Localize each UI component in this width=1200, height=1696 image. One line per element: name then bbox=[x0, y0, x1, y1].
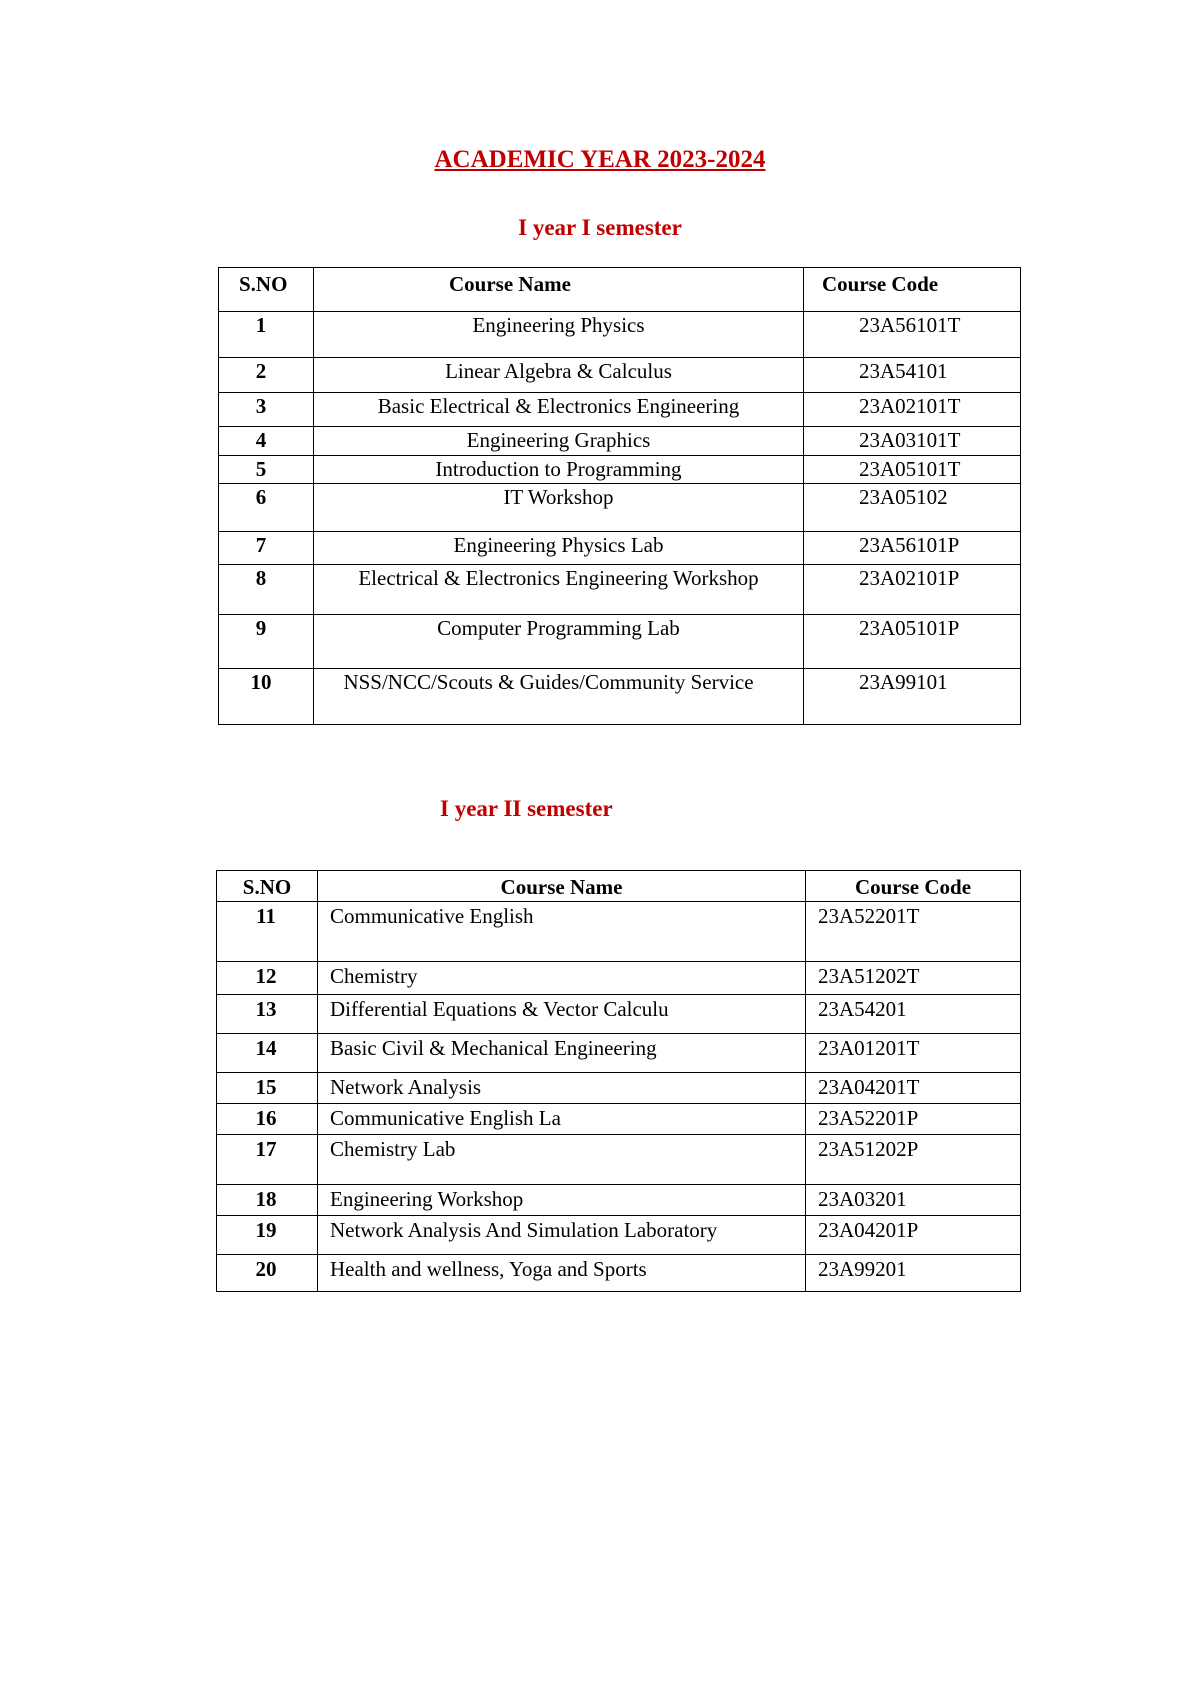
row-course-code: 23A51202T bbox=[806, 962, 1021, 995]
row-sno: 6 bbox=[219, 484, 314, 532]
table-row bbox=[219, 312, 1021, 358]
row-course-code: 23A03101T bbox=[804, 427, 1021, 456]
table-row bbox=[217, 1104, 1021, 1135]
row-course-name: Differential Equations & Vector Calculu bbox=[318, 995, 806, 1034]
row-sno: 10 bbox=[219, 669, 314, 725]
row-sno: 12 bbox=[217, 962, 318, 995]
column-header-course-code: Course Code bbox=[806, 871, 1021, 902]
row-sno: 11 bbox=[217, 902, 318, 962]
row-course-name: Chemistry Lab bbox=[318, 1135, 806, 1185]
row-sno: 1 bbox=[219, 312, 314, 358]
row-course-code: 23A52201T bbox=[806, 902, 1021, 962]
row-sno: 9 bbox=[219, 615, 314, 669]
row-course-code: 23A02101T bbox=[804, 393, 1021, 427]
row-sno: 19 bbox=[217, 1216, 318, 1255]
row-course-code: 23A04201T bbox=[806, 1073, 1021, 1104]
column-header-sno: S.NO bbox=[217, 871, 318, 902]
page-title: ACADEMIC YEAR 2023-2024 bbox=[434, 146, 766, 173]
table-row bbox=[217, 1034, 1021, 1073]
row-course-name: Basic Civil & Mechanical Engineering bbox=[318, 1034, 806, 1073]
row-course-name: Network Analysis And Simulation Laboratory bbox=[318, 1216, 806, 1255]
row-course-name: Communicative English La bbox=[318, 1104, 806, 1135]
row-course-code: 23A52201P bbox=[806, 1104, 1021, 1135]
row-sno: 7 bbox=[219, 532, 314, 565]
table-row bbox=[219, 669, 1021, 725]
row-course-name: Network Analysis bbox=[318, 1073, 806, 1104]
semester-2-table bbox=[216, 870, 1021, 1292]
table-row bbox=[217, 962, 1021, 995]
row-course-code: 23A99101 bbox=[804, 669, 1021, 725]
row-course-name: Engineering Workshop bbox=[318, 1185, 806, 1216]
table-row bbox=[217, 1185, 1021, 1216]
row-course-code: 23A54101 bbox=[804, 358, 1021, 393]
row-sno: 5 bbox=[219, 456, 314, 484]
row-course-name: Electrical & Electronics Engineering Workshop bbox=[314, 565, 804, 615]
row-course-name: Health and wellness, Yoga and Sports bbox=[318, 1255, 806, 1292]
table-row bbox=[217, 1135, 1021, 1185]
row-sno: 3 bbox=[219, 393, 314, 427]
table-row bbox=[219, 484, 1021, 532]
row-course-name: Engineering Graphics bbox=[314, 427, 804, 456]
table-row bbox=[219, 358, 1021, 393]
table-row bbox=[219, 532, 1021, 565]
row-course-name: Computer Programming Lab bbox=[314, 615, 804, 669]
table-header-row bbox=[217, 871, 1021, 902]
row-course-code: 23A02101P bbox=[804, 565, 1021, 615]
table-row bbox=[219, 427, 1021, 456]
table-header-row bbox=[219, 268, 1021, 312]
row-sno: 2 bbox=[219, 358, 314, 393]
table-row bbox=[217, 995, 1021, 1034]
row-course-name: Communicative English bbox=[318, 902, 806, 962]
table-row bbox=[217, 1216, 1021, 1255]
row-course-name: Introduction to Programming bbox=[314, 456, 804, 484]
row-course-code: 23A05101P bbox=[804, 615, 1021, 669]
column-header-course-name: Course Name bbox=[314, 268, 804, 312]
row-sno: 18 bbox=[217, 1185, 318, 1216]
row-sno: 15 bbox=[217, 1073, 318, 1104]
row-course-name: Chemistry bbox=[318, 962, 806, 995]
row-course-name: IT Workshop bbox=[314, 484, 804, 532]
column-header-course-code: Course Code bbox=[804, 268, 1021, 312]
column-header-sno: S.NO bbox=[219, 268, 314, 312]
row-course-code: 23A99201 bbox=[806, 1255, 1021, 1292]
row-course-name: Basic Electrical & Electronics Engineering bbox=[314, 393, 804, 427]
row-sno: 14 bbox=[217, 1034, 318, 1073]
row-sno: 20 bbox=[217, 1255, 318, 1292]
table-row bbox=[219, 456, 1021, 484]
row-course-name: Linear Algebra & Calculus bbox=[314, 358, 804, 393]
table-row bbox=[219, 393, 1021, 427]
row-course-name: Engineering Physics bbox=[314, 312, 804, 358]
semester-2-heading: I year II semester bbox=[440, 796, 613, 821]
row-course-code: 23A05101T bbox=[804, 456, 1021, 484]
row-course-name: NSS/NCC/Scouts & Guides/Community Service bbox=[314, 669, 804, 725]
row-course-code: 23A03201 bbox=[806, 1185, 1021, 1216]
column-header-course-name: Course Name bbox=[318, 871, 806, 902]
row-sno: 17 bbox=[217, 1135, 318, 1185]
row-sno: 13 bbox=[217, 995, 318, 1034]
row-course-name: Engineering Physics Lab bbox=[314, 532, 804, 565]
table-row bbox=[219, 615, 1021, 669]
row-course-code: 23A04201P bbox=[806, 1216, 1021, 1255]
row-sno: 16 bbox=[217, 1104, 318, 1135]
row-course-code: 23A54201 bbox=[806, 995, 1021, 1034]
row-course-code: 23A51202P bbox=[806, 1135, 1021, 1185]
row-course-code: 23A05102 bbox=[804, 484, 1021, 532]
table-row bbox=[219, 565, 1021, 615]
row-course-code: 23A01201T bbox=[806, 1034, 1021, 1073]
table-row bbox=[217, 1255, 1021, 1292]
table-row bbox=[217, 1073, 1021, 1104]
row-course-code: 23A56101P bbox=[804, 532, 1021, 565]
table-row bbox=[217, 902, 1021, 962]
row-sno: 4 bbox=[219, 427, 314, 456]
semester-1-heading: I year I semester bbox=[518, 215, 682, 240]
row-course-code: 23A56101T bbox=[804, 312, 1021, 358]
row-sno: 8 bbox=[219, 565, 314, 615]
semester-1-table bbox=[218, 267, 1021, 725]
